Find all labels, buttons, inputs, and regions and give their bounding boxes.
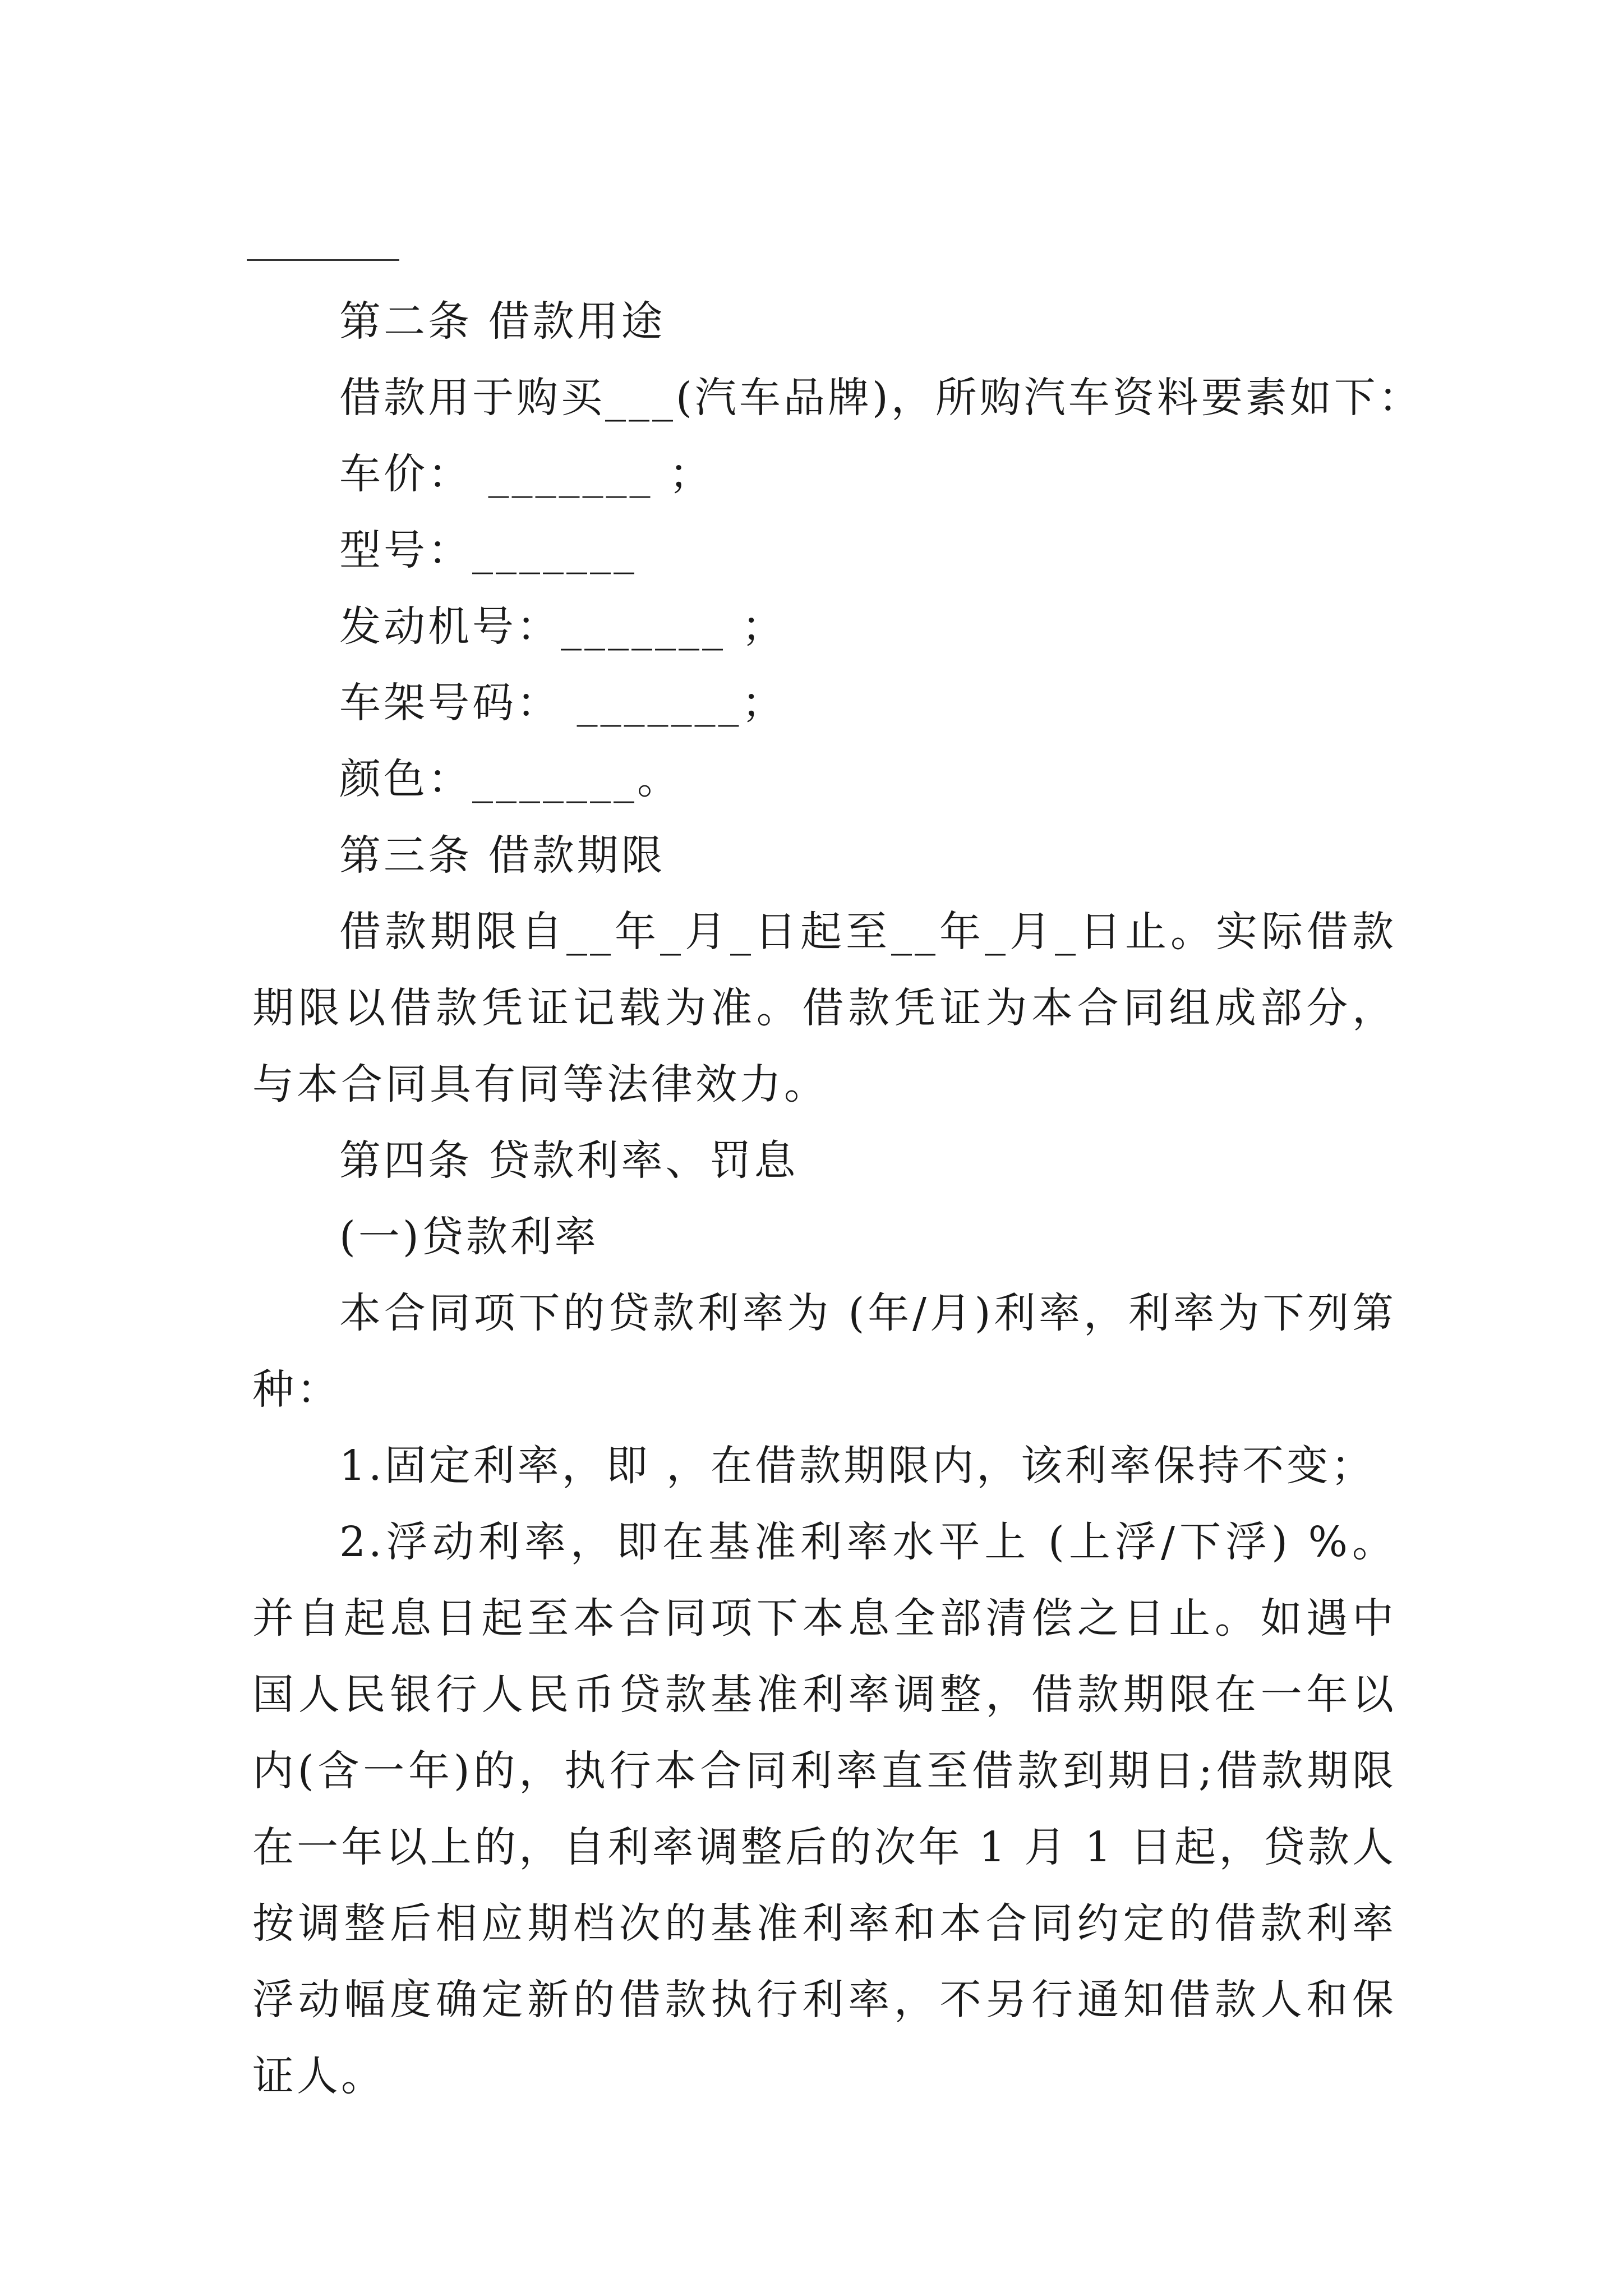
car-model-field: 型号：_______ [339,526,637,574]
top-divider-line [247,259,399,261]
car-color-field: 颜色：_______。 [339,755,681,803]
section-1-heading: (一)贷款利率 [339,1213,599,1261]
article-2-heading: 第二条 借款用途 [339,297,666,346]
interest-rate-intro: 本合同项下的贷款利率为 (年/月)利率，利率为下列第 种： [252,1289,1413,1414]
frame-number-field: 车架号码： _______； [339,679,786,727]
article-2-purpose-text: 借款用于购买___(汽车品牌)，所购汽车资料要素如下： [339,374,1423,422]
engine-number-field: 发动机号：_______ ； [339,602,786,651]
car-price-field: 车价： _______ ； [339,450,714,498]
article-3-heading: 第三条 借款期限 [339,831,666,880]
contract-body [252,283,1423,2114]
fixed-rate-item: 1.固定利率，即 ，在借款期限内，该利率保持不变； [339,1442,1376,1490]
article-3-term-text: 借款期限自__年_月_日起至__年_月_日止。实际借款期限以借款凭证记载为准。借款凭证为本合同组成部分，与本合同具有同等法律效力。 [252,908,1396,1108]
floating-rate-item: 2.浮动利率，即在基准利率水平上 (上浮/下浮) %。并自起息日起至本合同项下本息全部清偿之日止。如遇中国人民银行人民币贷款基准利率调整，借款期限在一年以内(含一年)的，执行本合同利率直至借款到期日;借款期限在一年以上的，自利率调整后的次年 1 月 1 日起，贷款人按调整后相应期档次的基准利率和本合同约定的借款利率浮动幅度确定新的借款执行利率，不另行通知借款人和保证人。 [252,1518,1396,2100]
article-4-heading: 第四条 贷款利率、罚息 [339,1137,799,1185]
